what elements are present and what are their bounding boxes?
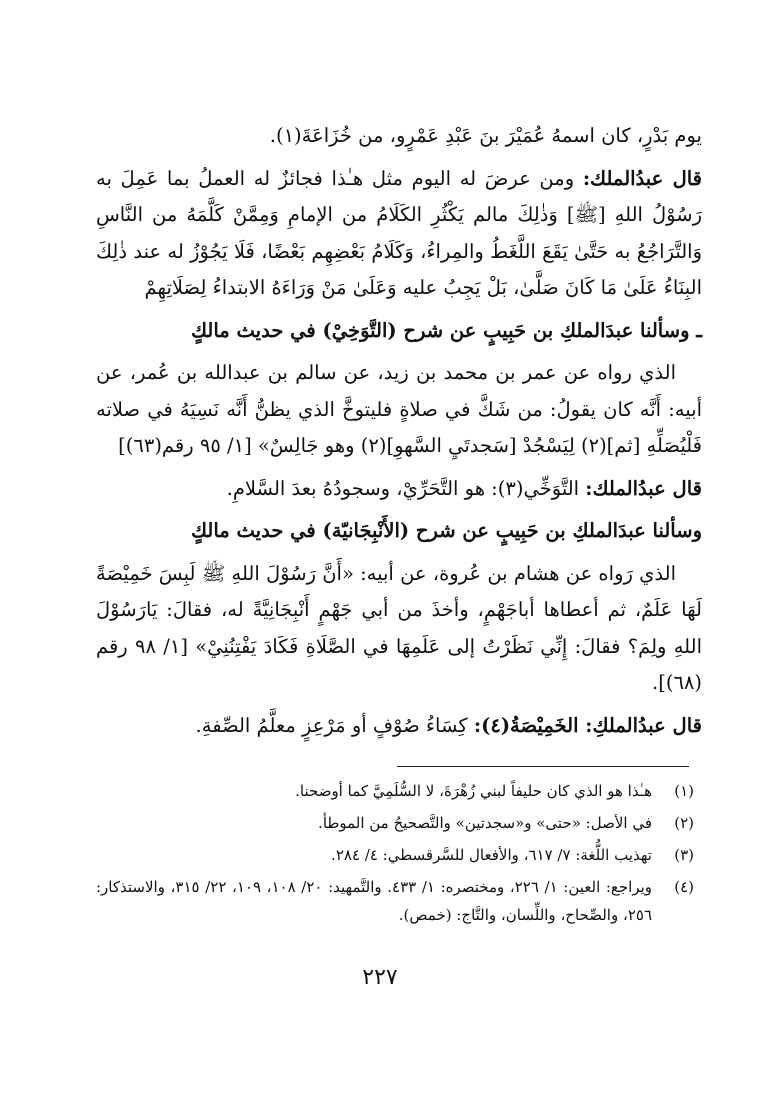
- footnote-text: هـٰذا هو الذي كان حليفاً لبني زُهْرَةَ، لا السُّلَمِيَّ كما أوضحنا.: [295, 782, 652, 800]
- page-number: ٢٢٧: [362, 965, 398, 990]
- paragraph-2: قال عبدُالملك: ومن عرضَ له اليوم مثل هـٰذا فجائزٌ له العملُ بما عَمِلَ به رَسُوْلُ اللهِ [ﷺ] وَذٰلِكَ مالم يَكْثُرِ الكَلَامُ من الإمامِ وَمِمَّنْ كَلَّمَهُ من النَّاسِ وَالتَّرَاجُعُ به حَتَّىٰ يَقَعَ اللَّغَطُ والمِراءُ، وَكَلَامُ بَعْضِهِم بَعْضًا، فَلَا يَجُوْزُ له عند ذٰلِكَ البِنَاءُ عَلَىٰ مَا كَانَ صَلَّىٰ، بَلْ يَجِبُ عليه وَعَلَىٰ مَنْ وَرَاءَهُ الابتداءُ لِصَلَاتِهِمْ: [96, 166, 703, 299]
- speaker-label: قال عبدُالملك:: [585, 476, 702, 500]
- section-heading-2: وسألنا عبدَالملكِ بن حَبِيبٍ عن شرح (الأَنْبِجَانيّة) في حديث مالكٍ: [190, 519, 702, 542]
- footnote-text: في الأصل: «حتى» و«سجدتين» والتَّصحيحُ من الموطأ.: [318, 814, 652, 832]
- paragraph-4: قال عبدُالملك: التَّوَخِّي(٣): هو التَّحَرِّيْ، وسجودُهُ بعدَ السَّلامِ.: [226, 476, 702, 500]
- footnote: [96, 777, 694, 805]
- footnote-separator: [397, 766, 689, 767]
- paragraph-3: الذي رواه عن عمر بن محمد بن زيد، عن سالم بن عبدالله بن عُمر، عن أبيه: أَنَّه كان يقولُ: من شَكَّ في صلاةٍ فليتوخَّ الذي يظنُّ أَنَّه نَسِيَهُ في صلاته فَلْيُصَلِّهِ [ثم](٢) لِيَسْجُدْ [سَجدتَيِ السَّهوِ](٢) وهو جَالِسٌ» [١/ ٩٥ رقم(٦٣)]: [96, 361, 702, 457]
- speaker-label: قال عبدُالملك:: [582, 166, 703, 190]
- main-text: [96, 118, 702, 750]
- speaker-label: قال عبدُالملكِ: الخَمِيْصَةُ(٤):: [473, 713, 702, 737]
- footnotes: [96, 777, 694, 933]
- footnote: [96, 809, 694, 837]
- footnote: [96, 841, 694, 869]
- footnote-number: (٣): [674, 846, 694, 864]
- paragraph-1: يوم بَدْرٍ، كان اسمهُ عُمَيْرَ بنَ عَبْدِ عَمْرٍو، من خُزَاعَةَ(١).: [269, 124, 702, 147]
- footnote-text: تهذيب اللُّغة: ٧/ ٦١٧، والأفعال للسَّرقسطي: ٤/ ٢٨٤.: [331, 846, 652, 864]
- section-heading-1: ـ وسألنا عبدَالملكِ بن حَبِيبٍ عن شرح (التَّوَخِيْ) في حديث مالكٍ: [190, 318, 702, 342]
- paragraph-6: قال عبدُالملكِ: الخَمِيْصَةُ(٤): كِسَاءُ صُوْفٍ أو مَرْعِزٍ معلَّمُ الصِّفةِ.: [195, 713, 702, 737]
- footnote-number: (٢): [674, 814, 694, 832]
- footnote-text: ويراجع: العين: ١/ ٢٢٦، ومختصره: ١/ ٤٣٣. والتَّمهيد: ٢٠/ ١٠٨، ١٠٩، ٢٢/ ٣١٥، والاستذكار: ٢٥٦، والصِّحاح، واللِّسان، والتَّاج: (خمص).: [96, 878, 653, 924]
- footnote-number: (٤): [674, 878, 694, 896]
- footnote: [96, 873, 694, 929]
- paragraph-5: الذي رَواه عن هشام بن عُروة، عن أبيه: «أَنَّ رَسُوْلَ اللهِ ﷺ لَبِسَ خَمِيْصَةً لَهَا عَلَمٌ، ثم أعطاها أباجَهْمٍ، وأخذَ من أبي جَهْمٍ أَنْبِجَانِيَّةً له، فقالَ: يَارَسُوْلَ اللهِ ولِمَ؟ فقالَ: إِنِّي نَظَرْتُ إلى عَلَمِهَا في الصَّلَاةِ فَكَادَ يَفْتِنُنِيْ» [١/ ٩٨ رقم (٦٨)].: [96, 561, 702, 694]
- footnote-number: (١): [674, 782, 694, 800]
